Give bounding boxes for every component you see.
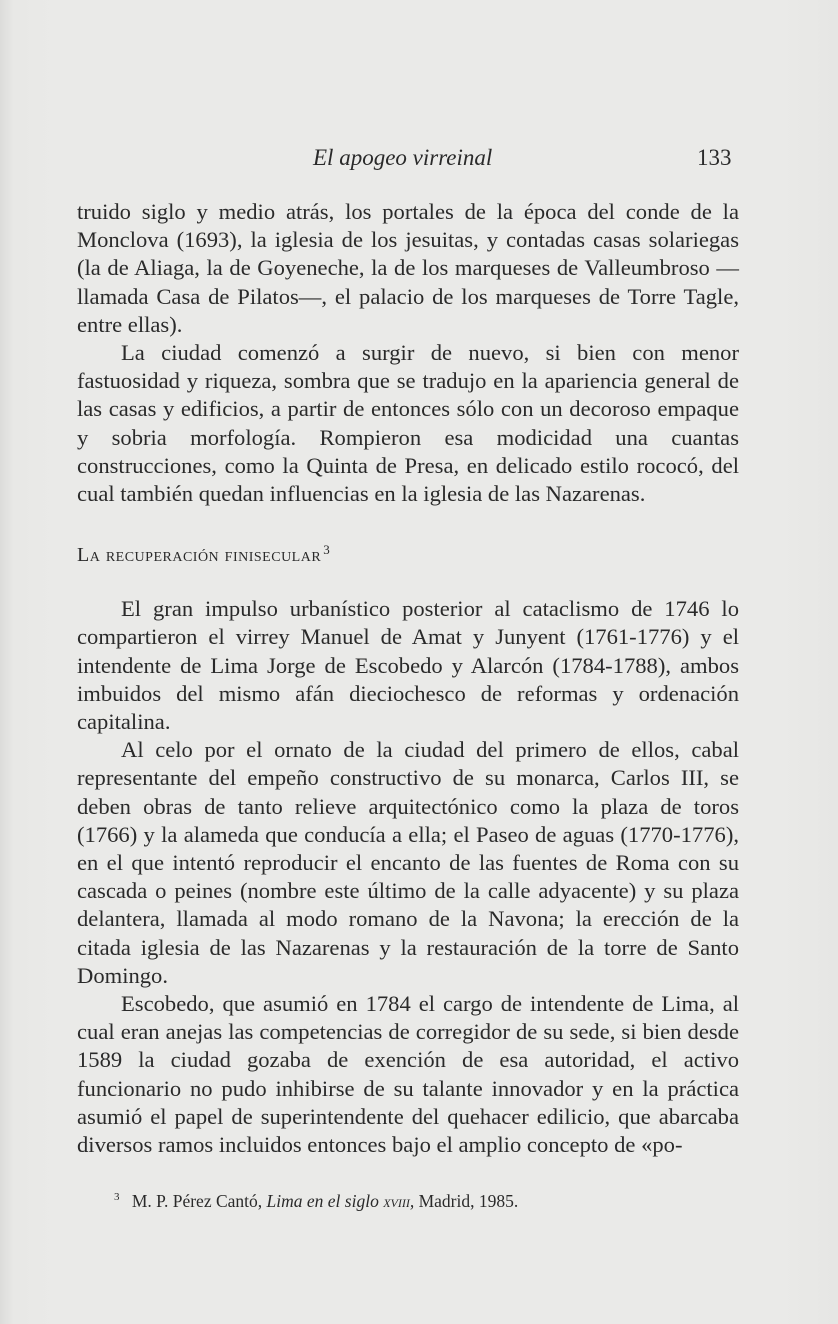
footnote-title-main: Lima en el siglo — [266, 1191, 379, 1211]
running-title: El apogeo virreinal — [313, 145, 493, 170]
paragraph: Al celo por el ornato de la ciudad del primero de ellos, cabal representante del empeño constructivo de su monarca, Carlos III, se deben obras de tanto relieve arquitectónico como la plaza de toros (1766) y la alameda que conducía a ella; el Paseo de aguas (1770-1776), en el que intentó reproducir el encanto de las fuentes de Roma con su cascada o peines (nombre este último de la calle adyacente) y su plaza delantera, llamada al modo romano de la Navona; la erección de la citada iglesia de las Nazarenas y la restauración de la torre de Santo Domingo. — [77, 737, 739, 988]
section-title: La recuperación finisecular — [77, 544, 322, 567]
section-heading — [77, 541, 739, 569]
footnote-reference: 3 — [323, 541, 331, 557]
paragraph: truido siglo y medio atrás, los portales de la época del conde de la Monclova (1693), la iglesia de los jesuitas, y contadas casas solariegas (la de Aliaga, la de Goyeneche, la de los marqueses de Valleumbroso —llamada Casa de Pilatos—, el palacio de los marqueses de Torre Tagle, entre ellas). — [77, 199, 739, 337]
running-header — [0, 143, 838, 177]
section-body — [77, 595, 739, 1159]
footnote-title-century: xviii, — [383, 1191, 415, 1211]
footnote-author: M. P. Pérez Cantó, — [131, 1191, 263, 1211]
footnote-publication: Madrid, 1985. — [418, 1191, 519, 1211]
paragraph: La ciudad comenzó a surgir de nuevo, si bien con menor fastuosidad y riqueza, sombra que se tradujo en la apariencia general de las casas y edificios, a partir de entonces sólo con un decoroso empaque y sobria morfología. Rompieron esa modicidad una cuantas construcciones, como la Quinta de Presa, en delicado estilo rococó, del cual también quedan influencias en la iglesia de las Nazarenas. — [77, 340, 739, 507]
footnote-mark: 3 — [114, 1191, 120, 1204]
footnote-book-title — [267, 1191, 415, 1211]
paragraph: Escobedo, que asumió en 1784 el cargo de intendente de Lima, al cual eran anejas las competencias de corregidor de su sede, si bien desde 1589 la ciudad gozaba de exención de esa autoridad, el activo funcionario no pudo inhibirse de su talante innovador y en la práctica asumió el papel de superintendente del quehacer edilicio, que abarcaba diversos ramos incluidos entonces bajo el amplio concepto de «po- — [77, 991, 739, 1158]
page-number: 133 — [697, 145, 732, 170]
paragraph: El gran impulso urbanístico posterior al cataclismo de 1746 lo compartieron el virrey Manuel de Amat y Junyent (1761-1776) y el intendente de Lima Jorge de Escobedo y Alarcón (1784-1788), ambos imbuidos del mismo afán dieciochesco de reformas y ordenación capitalina. — [77, 596, 739, 735]
main-text — [77, 198, 739, 1159]
footnote — [114, 1190, 754, 1212]
